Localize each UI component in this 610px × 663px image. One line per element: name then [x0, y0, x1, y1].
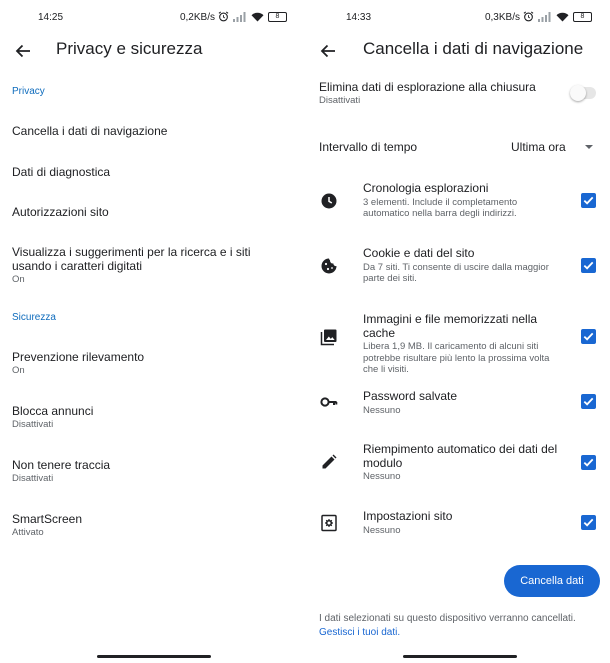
item-value: On — [12, 365, 25, 376]
item-label: SmartScreen — [12, 512, 83, 526]
site-permissions-item[interactable] — [12, 205, 291, 219]
toggle-knob — [570, 85, 586, 101]
signal-icon — [233, 12, 247, 22]
delete-on-exit-label: Elimina dati di esplorazione alla chiusura — [319, 80, 536, 94]
item-description: Da 7 siti. Ti consente di uscire dalla maggior parte dei siti. — [363, 261, 549, 284]
delete-on-exit-toggle[interactable] — [570, 87, 596, 99]
cookie-icon — [320, 257, 338, 275]
status-bar — [0, 11, 305, 25]
status-bar — [305, 11, 610, 25]
section-header-security: Sicurezza — [12, 312, 56, 323]
app-bar — [0, 38, 305, 64]
alarm-icon — [218, 11, 229, 22]
footer-note — [319, 612, 598, 640]
item-label: Dati di diagnostica — [12, 165, 111, 179]
item-label: Cronologia esplorazioni — [363, 181, 489, 195]
search-suggestions-item[interactable] — [12, 245, 291, 285]
delete-on-exit-value: Disattivati — [319, 95, 361, 106]
item-description: Libera 1,9 MB. Il caricamento di alcuni siti potrebbe risultare più lento la prossima volta che li visiti. — [363, 341, 550, 375]
item-value: Disattivati — [12, 419, 54, 430]
tracking-prevention-item[interactable] — [12, 350, 291, 376]
network-speed: 0,2KB/s — [179, 12, 215, 23]
section-header-privacy: Privacy — [12, 86, 45, 97]
clear-browsing-data-item[interactable] — [12, 124, 291, 138]
battery-icon — [268, 12, 287, 22]
smartscreen-item[interactable] — [12, 512, 291, 538]
item-value: On — [12, 274, 25, 285]
gesture-bar[interactable] — [403, 655, 517, 658]
clock-icon — [320, 192, 338, 210]
footer-text: I dati selezionati su questo dispositivo verranno cancellati. — [319, 613, 576, 624]
status-time: 14:33 — [346, 12, 372, 23]
item-label: Blocca annunci — [12, 404, 94, 418]
back-arrow-icon[interactable] — [13, 41, 33, 61]
pencil-icon — [320, 453, 338, 471]
item-label: Impostazioni sito — [363, 509, 453, 523]
item-label: Visualizza i suggerimenti per la ricerca e i siti usando i caratteri digitati — [12, 245, 251, 273]
site-settings-icon — [320, 514, 338, 532]
battery-level: 8 — [275, 12, 280, 20]
manage-data-link[interactable]: Gestisci i tuoi dati. — [319, 627, 401, 638]
app-bar — [305, 38, 610, 64]
site-settings-checkbox[interactable] — [581, 515, 596, 530]
item-label: Cancella i dati di navigazione — [12, 124, 168, 138]
time-range-label: Intervallo di tempo — [319, 140, 418, 154]
item-value: Disattivati — [12, 473, 54, 484]
item-description: Nessuno — [363, 524, 401, 536]
item-label: Non tenere traccia — [12, 458, 111, 472]
wifi-icon — [556, 12, 569, 22]
item-description: Nessuno — [363, 471, 401, 482]
gesture-bar[interactable] — [97, 655, 211, 658]
delete-on-exit-row[interactable] — [319, 80, 550, 106]
item-label: Riempimento automatico dei dati del modulo — [363, 442, 558, 470]
item-label: Autorizzazioni sito — [12, 205, 109, 219]
cache-checkbox[interactable] — [581, 329, 596, 344]
status-time: 14:25 — [38, 12, 64, 23]
page-title: Privacy e sicurezza — [56, 39, 203, 58]
cookies-checkbox[interactable] — [581, 258, 596, 273]
item-value: Attivato — [12, 527, 44, 538]
item-description: 3 elementi. Include il completamento automatico nella barra degli indirizzi. — [363, 196, 518, 219]
key-icon — [320, 393, 338, 411]
item-label: Immagini e file memorizzati nella cache — [363, 312, 538, 340]
item-label: Prevenzione rilevamento — [12, 350, 145, 364]
passwords-checkbox[interactable] — [581, 394, 596, 409]
wifi-icon — [251, 12, 264, 22]
battery-icon — [573, 12, 592, 22]
dropdown-caret-icon[interactable] — [585, 145, 593, 149]
network-speed: 0,3KB/s — [484, 12, 520, 23]
clear-data-button[interactable]: Cancella dati — [504, 565, 600, 597]
page-title: Cancella i dati di navigazione — [363, 39, 584, 58]
block-ads-item[interactable] — [12, 404, 291, 430]
alarm-icon — [523, 11, 534, 22]
image-icon — [320, 328, 338, 346]
item-label: Password salvate — [363, 389, 458, 403]
clear-browsing-data-screen — [305, 0, 610, 663]
item-label: Cookie e dati del sito — [363, 246, 475, 260]
battery-level: 8 — [580, 12, 585, 20]
time-range-select[interactable]: Ultima ora — [511, 140, 566, 154]
do-not-track-item[interactable] — [12, 458, 291, 484]
diagnostic-data-item[interactable] — [12, 165, 291, 179]
back-arrow-icon[interactable] — [318, 41, 338, 61]
item-description: Nessuno — [363, 404, 401, 416]
signal-icon — [538, 12, 552, 22]
autofill-checkbox[interactable] — [581, 455, 596, 470]
history-checkbox[interactable] — [581, 193, 596, 208]
